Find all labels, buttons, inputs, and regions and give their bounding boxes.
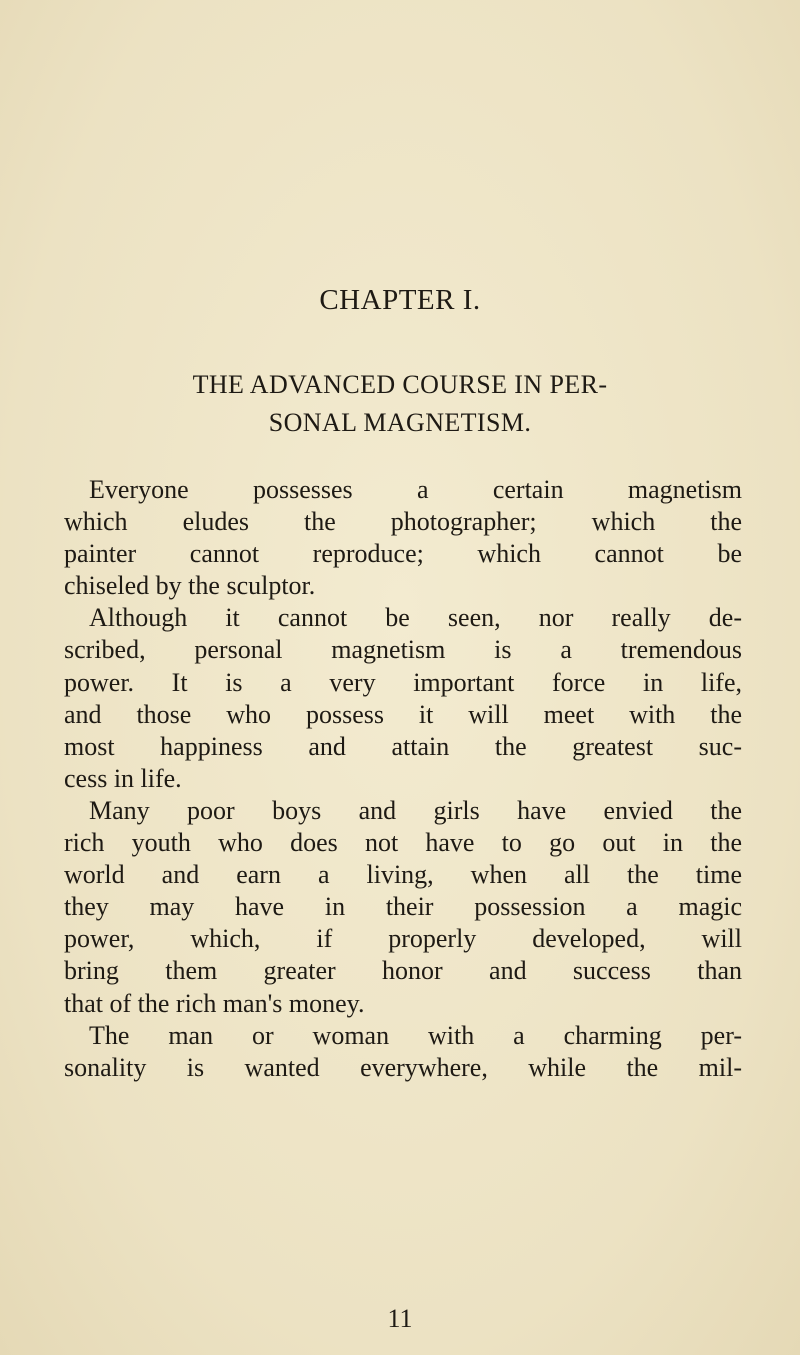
text-line: most happiness and attain the greatest suc- (64, 731, 742, 761)
text-line: power, which, if properly developed, will (64, 924, 742, 954)
text-line: chiseled by the sculptor. (64, 571, 316, 601)
body-text (64, 474, 742, 1084)
text-line: Many poor boys and girls have envied the (89, 795, 742, 825)
page-number: 11 (387, 1304, 413, 1333)
text-line: that of the rich man's money. (64, 988, 365, 1018)
text-line: Although it cannot be seen, nor really de- (89, 603, 742, 633)
text-line: cess in life. (64, 763, 182, 793)
text-line: world and earn a living, when all the time (64, 860, 742, 890)
text-line: painter cannot reproduce; which cannot be (64, 539, 742, 569)
chapter-title-line: SONAL MAGNETISM. (268, 408, 532, 437)
text-line: bring them greater honor and success than (64, 956, 742, 986)
chapter-title (60, 366, 740, 442)
text-line: scribed, personal magnetism is a tremendous (64, 635, 742, 665)
text-line: they may have in their possession a magic (64, 892, 742, 922)
text-line: rich youth who does not have to go out in the (64, 828, 742, 858)
chapter-title-line: THE ADVANCED COURSE IN PER- (192, 370, 608, 399)
text-line: The man or woman with a charming per- (89, 1020, 742, 1050)
text-line: power. It is a very important force in life, (64, 667, 742, 697)
text-line: which eludes the photographer; which the (64, 507, 742, 537)
chapter-heading: CHAPTER I. (319, 284, 481, 316)
text-line: Everyone possesses a certain magnetism (89, 475, 742, 504)
text-line: sonality is wanted everywhere, while the mil- (64, 1052, 742, 1082)
text-line: and those who possess it will meet with the (64, 699, 742, 729)
